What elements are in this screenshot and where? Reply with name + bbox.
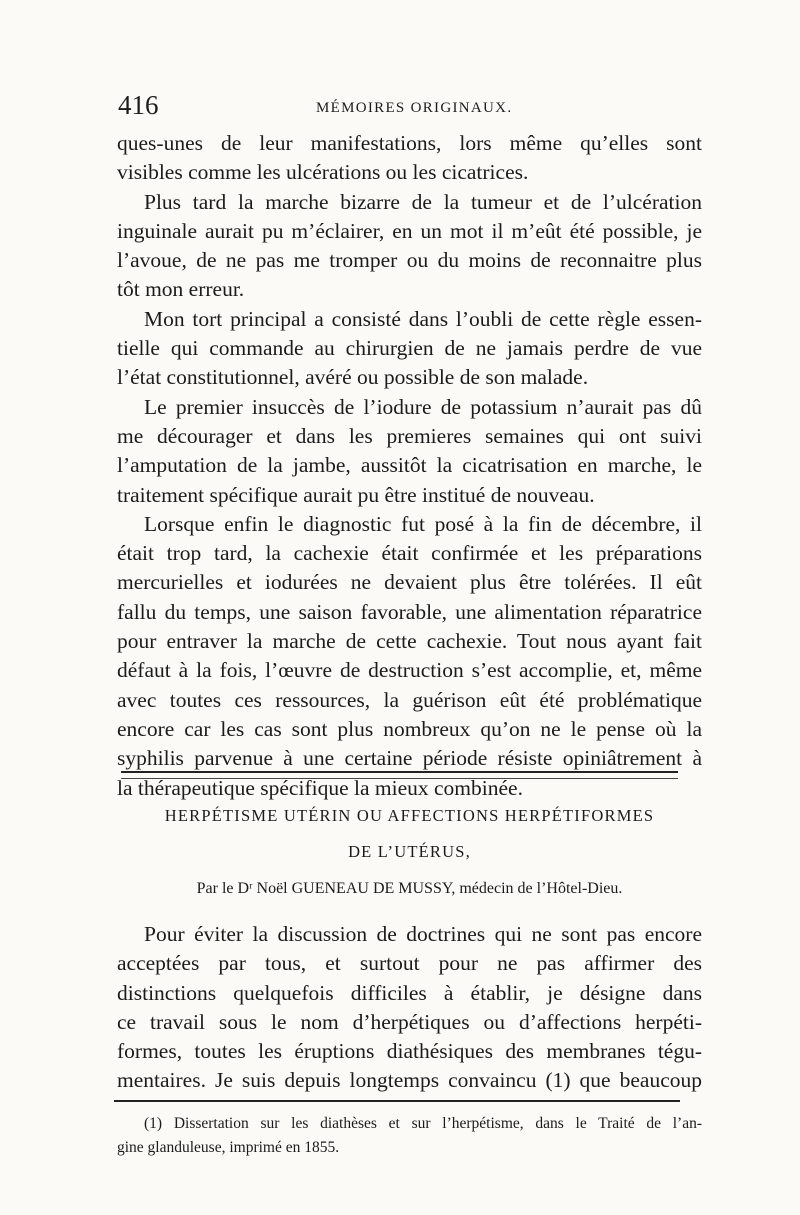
footnote-line: (1) Dissertation sur les diathèses et sur l’herpétisme, dans le Traité de l’an-: [144, 1115, 702, 1132]
text-line: Plus tard la marche bizarre de la tumeur et de l’ulcération: [144, 189, 702, 214]
text-line: acceptées par tous, et surtout pour ne pas affirmer des: [117, 951, 702, 976]
text-line: Mon tort principal a consisté dans l’oubli de cette règle essen-: [144, 306, 702, 331]
text-line: inguinale aurait pu m’éclairer, en un mot il m’eût été possible, je: [117, 218, 702, 243]
text-line: encore car les cas sont plus nombreux qu’on ne le pense où la: [117, 716, 702, 741]
text-line: tôt mon erreur.: [117, 277, 245, 302]
text-line: fallu du temps, une saison favorable, une alimentation réparatrice: [117, 599, 702, 624]
text-line: l’amputation de la jambe, aussitôt la cicatrisation en marche, le: [117, 453, 702, 478]
text-line: me décourager et dans les premieres semaines qui ont suivi: [117, 423, 702, 448]
text-line: visibles comme les ulcérations ou les cicatrices.: [117, 160, 529, 185]
text-line: ques-unes de leur manifestations, lors même qu’elles sont: [117, 131, 702, 155]
article-byline: Par le Dʳ Noël GUENEAU DE MUSSY, médecin de l’Hôtel-Dieu.: [196, 880, 623, 897]
text-line: ce travail sous le nom d’herpétiques ou d’affections herpéti-: [117, 1009, 702, 1034]
text-line: Pour éviter la discussion de doctrines qui ne sont pas encore: [144, 922, 702, 946]
footnote: [117, 1112, 702, 1160]
page-number: 416: [118, 90, 159, 120]
text-line: défaut à la fois, l’œuvre de destruction s’est accomplie, et, même: [117, 658, 702, 683]
text-line: la thérapeutique spécifique la mieux combinée.: [117, 775, 523, 800]
article-body-text: [117, 920, 702, 1096]
text-line: était trop tard, la cachexie était confirmée et les préparations: [117, 541, 702, 566]
article-title-continued: DE L’UTÉRUS,: [348, 842, 471, 861]
text-line: l’avoue, de ne pas me tromper ou du moins de reconnaitre plus: [117, 248, 702, 273]
section-divider: [121, 771, 678, 779]
page-header: [118, 90, 698, 130]
footnote-line: gine glanduleuse, imprimé en 1855.: [117, 1139, 340, 1156]
text-line: mercurielles et iodurées ne devaient plus être tolérées. Il eût: [117, 570, 702, 595]
text-line: avec toutes ces ressources, la guérison eût été problématique: [117, 687, 702, 712]
text-line: Lorsque enfin le diagnostic fut posé à la fin de décembre, il: [144, 511, 702, 536]
article-title: HERPÉTISME UTÉRIN OU AFFECTIONS HERPÉTIFORMES: [164, 806, 655, 825]
running-title: MÉMOIRES ORIGINAUX.: [316, 100, 513, 116]
text-line: syphilis parvenue à une certaine période résiste opiniâtrement à: [117, 746, 702, 771]
footnote-divider: [114, 1100, 680, 1102]
body-text-continued: [117, 129, 702, 803]
text-line: mentaires. Je suis depuis longtemps convaincu (1) que beaucoup: [117, 1068, 702, 1093]
text-line: tielle qui commande au chirurgien de ne jamais perdre de vue: [117, 336, 702, 361]
text-line: traitement spécifique aurait pu être institué de nouveau.: [117, 482, 595, 507]
text-line: distinctions quelquefois difficiles à établir, je désigne dans: [117, 980, 702, 1005]
text-line: l’état constitutionnel, avéré ou possible de son malade.: [117, 365, 589, 390]
text-line: Le premier insuccès de l’iodure de potassium n’aurait pas dû: [144, 394, 702, 419]
text-line: formes, toutes les éruptions diathésiques des membranes tégu-: [117, 1039, 702, 1064]
text-line: pour entraver la marche de cette cachexie. Tout nous ayant fait: [117, 629, 702, 654]
